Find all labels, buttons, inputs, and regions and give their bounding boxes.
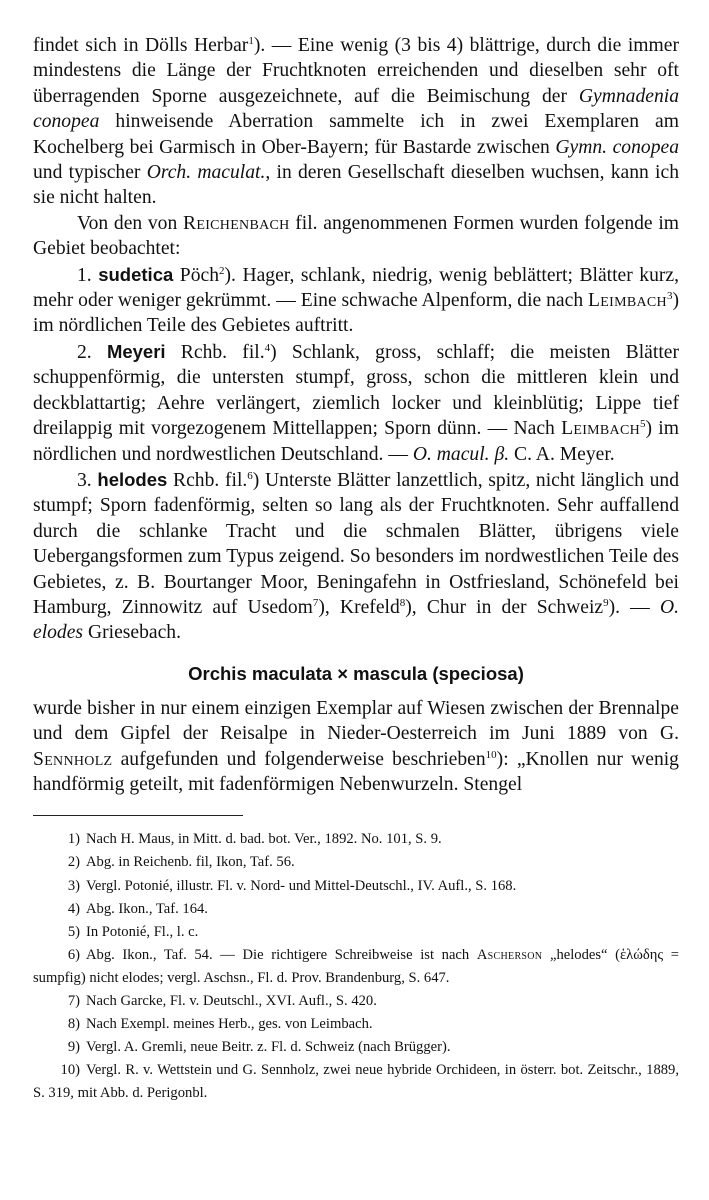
item-number: 1. — [77, 264, 99, 286]
text-run: ). — — [608, 596, 660, 618]
italic-run: O. elodes — [33, 596, 679, 644]
author-name: Leimbach — [561, 418, 641, 440]
text-run: Rchb. fil. — [167, 469, 248, 491]
footnote-text: Vergl. Potonié, illustr. Fl. v. Nord- und Mittel-Deutschl., IV. Aufl., S. 168. — [86, 877, 517, 894]
footnote-ref: 1 — [248, 35, 254, 47]
footnote-text: „helodes“ (ἑλώδης = sumpfig) nicht elodes; vergl. Aschsn., Fl. d. Prov. Brandenburg, S. 647. — [33, 946, 679, 986]
footnote-ref: 10 — [485, 748, 497, 761]
paragraph-meyeri — [33, 339, 679, 467]
footnote-text: Nach Garcke, Fl. v. Deutschl., XVI. Aufl., S. 420. — [86, 993, 377, 1010]
item-number: 2. — [77, 341, 107, 363]
author-name: Reichenbach — [182, 212, 290, 234]
heading-part: Orchis maculata — [188, 662, 333, 684]
footnote-number: 10) — [60, 1062, 80, 1079]
footnote-number: 1) — [67, 831, 80, 848]
footnote-text: Abg. Ikon., Taf. 164. — [86, 900, 208, 917]
text-run: ) Schlank, gross, schlaff; die meisten Blätter schuppenförmig, die untersten stumpf, gross, schon die mittleren klein und deckblattartig; Aehre verlängert, ziemlich locker und kleinblütig; Lippe tief dreilappig mit vorgezogenem Mittellappen; Sporn dünn. — Nach — [33, 341, 679, 440]
footnote — [33, 875, 679, 898]
footnote-ref: 7 — [312, 596, 319, 609]
footnote — [33, 990, 679, 1013]
footnote-number: 9) — [67, 1039, 80, 1056]
footnote-number: 6) — [67, 946, 80, 963]
paragraph-helodes — [33, 467, 679, 646]
footnote-ref: 6 — [247, 469, 253, 482]
text-run: Pöch — [173, 264, 219, 286]
footnote-number: 7) — [67, 993, 80, 1010]
text-run: Von den von — [77, 212, 183, 234]
text-run: , in deren Gesellschaft dieselben wuchsen, kann ich sie nicht halten. — [33, 162, 679, 209]
footnote — [33, 898, 679, 921]
footnote-ref: 8 — [399, 596, 406, 609]
italic-run: Orch. maculat. — [146, 162, 266, 184]
footnote — [33, 921, 679, 944]
italic-run: Gymn. conopea — [555, 136, 679, 158]
footnote-text: Vergl. R. v. Wettstein und G. Sennholz, zwei neue hybride Orchideen, in österr. bot. Zeitschr., 1889, S. 319, mit Abb. d. Perigonbl. — [33, 1062, 679, 1102]
text-run: Griesebach. — [83, 622, 181, 644]
text-run: findet sich in Dölls Herbar — [33, 35, 249, 56]
paragraph-1 — [33, 33, 679, 211]
text-run: hinweisende Aberration sammelte ich in zwei Exemplaren am Kochelberg bei Garmisch in Ober-Bayern; für Bastarde zwischen — [33, 111, 679, 158]
text-run: ), Chur in der Schweiz — [405, 596, 604, 618]
footnote — [33, 1013, 679, 1036]
text-run: und typischer — [33, 162, 147, 184]
variety-name: helodes — [97, 468, 168, 490]
paragraph-2 — [33, 211, 679, 262]
footnote-number: 3) — [67, 877, 80, 894]
footnote-text: Abg. Ikon., Taf. 54. — Die richtigere Schreibweise ist nach — [86, 946, 477, 963]
text-run: ) im nördlichen Teile des Gebietes auftritt. — [33, 290, 679, 337]
footnote-text: Abg. in Reichenb. fil, Ikon, Taf. 56. — [86, 854, 295, 871]
text-run: ) im nördlichen und nordwestlichen Deutschland. — — [33, 418, 679, 465]
footnote — [33, 944, 679, 990]
text-run: fil. angenommenen Formen wurden folgende im Gebiet beobachtet: — [33, 212, 680, 260]
author-name: Sennholz — [33, 748, 113, 770]
author-name: Leimbach — [588, 290, 667, 312]
footnote-ref: 3 — [666, 290, 673, 303]
heading-part: mascula (speciosa) — [353, 662, 524, 684]
footnote — [33, 851, 679, 874]
footnote-ref: 2 — [219, 264, 225, 277]
paragraph-sudetica — [33, 262, 679, 339]
footnote-ref: 9 — [603, 596, 609, 609]
hybrid-sign: × — [337, 662, 349, 684]
italic-run: O. macul. β. — [412, 443, 510, 465]
variety-name: Meyeri — [106, 340, 166, 362]
footnotes — [33, 828, 679, 1105]
text-run: ). — Eine wenig (3 bis 4) blättrige, durch die immer mindestens die Länge der Fruchtknoten erreichenden und dieselben sehr oft überragenden Sporne ausgezeichnete, auf die Beimischung der — [33, 35, 679, 107]
italic-run: Gymnadenia conopea — [33, 85, 679, 133]
paragraph-speciosa — [33, 696, 679, 798]
text-run: ) Unterste Blätter lanzettlich, spitz, nicht länglich und stumpf; Sporn fadenförmig, selten so lang als der Fruchtknoten. Sehr auffallend durch die schlanke Tracht und die schmalen Blätter, übrigens viele Uebergangsformen zum Typus zeigend. So besonders im nordwestlichen Teile des Gebietes, z. B. Bourtanger Moor, Beningafehn in Ostfriesland, Schönefeld bei Hamburg, Zinnowitz auf Usedom — [33, 469, 679, 618]
text-run: ): „Knollen nur wenig handförmig geteilt, mit fadenförmigen Nebenwurzeln. Stengel — [33, 748, 679, 795]
author-name: Ascherson — [476, 946, 543, 963]
footnote-number: 2) — [67, 854, 80, 871]
footnote-divider — [33, 815, 243, 816]
footnote-text: Nach Exempl. meines Herb., ges. von Leimbach. — [86, 1016, 373, 1033]
footnote — [33, 828, 679, 851]
footnote-ref: 5 — [640, 418, 646, 431]
footnote-number: 8) — [67, 1016, 80, 1033]
text-run: ). Hager, schlank, niedrig, wenig beblättert; Blätter kurz, mehr oder weniger gekrümmt. — Eine schwache Alpenform, die nach — [33, 264, 680, 312]
item-number: 3. — [77, 469, 98, 491]
footnote-number: 5) — [67, 923, 80, 940]
footnote — [33, 1036, 679, 1059]
variety-name: sudetica — [98, 263, 174, 285]
section-heading — [33, 662, 679, 686]
page — [33, 0, 679, 1106]
footnote — [33, 1059, 679, 1105]
text-run: aufgefunden und folgenderweise beschrieben — [112, 748, 486, 770]
text-run: wurde bisher in nur einem einzigen Exemplar auf Wiesen zwischen der Brennalpe und dem Gipfel der Reisalpe in Nieder-Oesterreich im Juni 1889 von G. — [33, 697, 679, 745]
text-run: ), Krefeld — [318, 596, 400, 618]
footnote-text: Vergl. A. Gremli, neue Beitr. z. Fl. d. Schweiz (nach Brügger). — [86, 1039, 451, 1056]
footnote-text: In Potonié, Fl., l. c. — [86, 923, 199, 940]
footnote-ref: 4 — [264, 341, 271, 354]
text-run: Rchb. fil. — [165, 341, 265, 363]
text-run: C. A. Meyer. — [509, 443, 615, 465]
footnote-number: 4) — [67, 900, 80, 917]
footnote-text: Nach H. Maus, in Mitt. d. bad. bot. Ver., 1892. No. 101, S. 9. — [86, 831, 442, 848]
